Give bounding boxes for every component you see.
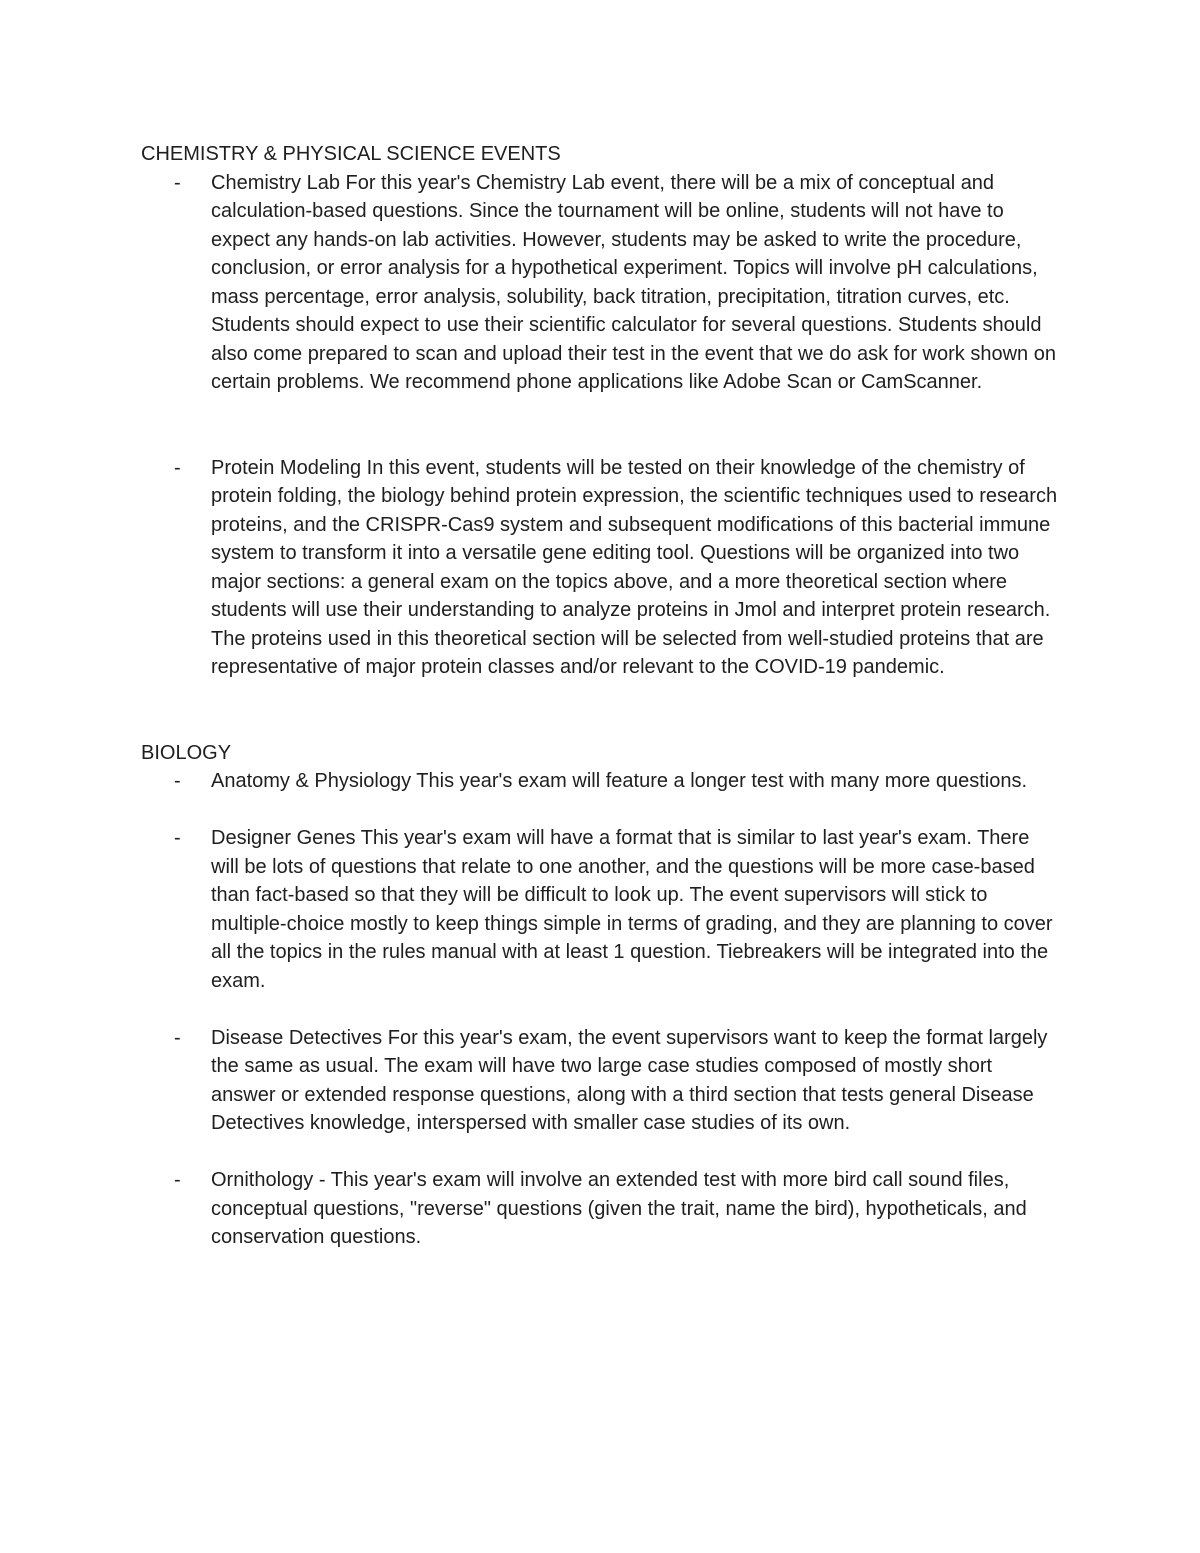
event-description: Disease Detectives For this year's exam, the event supervisors want to keep the format largely the same as usual. The exam will have two large case studies composed of mostly short answer or extended response questions, along with a third section that tests general Disease Detectives knowledge, interspersed with smaller case studies of its own. xyxy=(211,1026,1048,1134)
event-description: Anatomy & Physiology This year's exam will feature a longer test with many more questions. xyxy=(211,770,1028,792)
event-description: Protein Modeling In this event, students will be tested on their knowledge of the chemistry of protein folding, the biology behind protein expression, the scientific techniques used to research proteins, and the CRISPR-Cas9 system and subsequent modifications of this bacterial immune system to transform it into a versatile gene editing tool. Questions will be organized into two major sections: a general exam on the topics above, and a more theoretical section where students will use their understanding to analyze proteins in Jmol and interpret protein research. The proteins used in this theoretical section will be selected from well-studied proteins that are representative of major protein classes and/or relevant to the COVID-19 pandemic. xyxy=(211,456,1058,678)
bullet-dash: - xyxy=(174,770,181,792)
biology-event-list xyxy=(141,767,1071,1252)
list-item-ornithology xyxy=(141,1166,1071,1252)
list-item-disease-detectives xyxy=(141,1024,1071,1138)
bullet-dash: - xyxy=(174,1026,181,1049)
list-item-anatomy-physiology xyxy=(141,767,1071,796)
event-description: Chemistry Lab For this year's Chemistry Lab event, there will be a mix of conceptual and calculation-based questions. Since the tournament will be online, students will not have to expect any hands-on lab activities. However, students may be asked to write the procedure, conclusion, or error analysis for a hypothetical experiment. Topics will involve pH calculations, mass percentage, error analysis, solubility, back titration, precipitation, titration curves, etc. Students should expect to use their scientific calculator for several questions. Students should also come prepared to scan and upload their test in the event that we do ask for work shown on certain problems. We recommend phone applications like Adobe Scan or CamScanner. xyxy=(211,171,1056,393)
section-heading-biology: BIOLOGY xyxy=(141,741,232,764)
list-item-chemistry-lab xyxy=(141,169,1071,397)
list-item-designer-genes xyxy=(141,824,1071,995)
section-heading-chemistry: CHEMISTRY & PHYSICAL SCIENCE EVENTS xyxy=(141,143,561,165)
chemistry-event-list xyxy=(141,169,1071,682)
bullet-dash: - xyxy=(174,171,181,194)
bullet-dash: - xyxy=(174,827,181,849)
list-item-protein-modeling xyxy=(141,454,1071,682)
event-description: Ornithology - This year's exam will involve an extended test with more bird call sound files, conceptual questions, "reverse" questions (given the trait, name the bird), hypotheticals, and conservation questions. xyxy=(211,1169,1027,1248)
bullet-dash: - xyxy=(174,1169,181,1191)
event-description: Designer Genes This year's exam will have a format that is similar to last year's exam. There will be lots of questions that relate to one another, and the questions will be more case-based than fact-based so that they will be difficult to look up. The event supervisors will stick to multiple-choice mostly to keep things simple in terms of grading, and they are planning to cover all the topics in the rules manual with at least 1 question. Tiebreakers will be integrated into the exam. xyxy=(211,827,1053,992)
bullet-dash: - xyxy=(174,456,181,479)
document-body xyxy=(141,140,1071,1252)
